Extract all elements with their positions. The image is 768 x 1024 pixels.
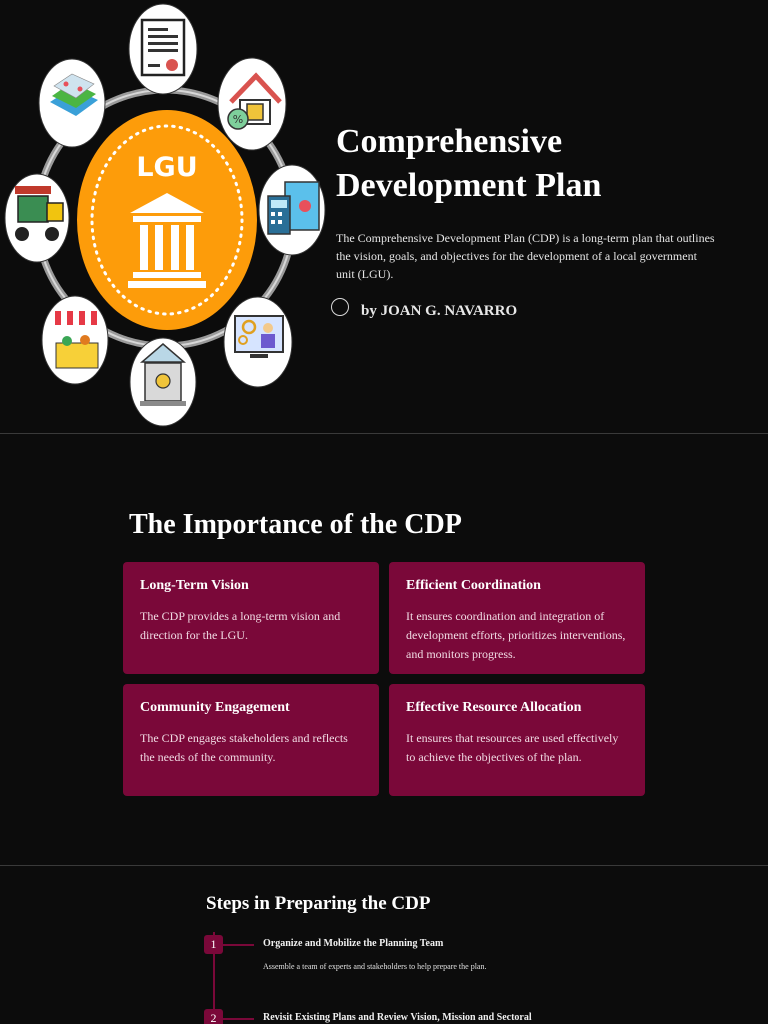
step-description: Assemble a team of experts and stakeholders to help prepare the plan. xyxy=(263,962,487,971)
card-title: Effective Resource Allocation xyxy=(406,700,582,715)
step-connector xyxy=(223,944,254,946)
steps-slide xyxy=(0,865,768,1024)
calculator-icon xyxy=(259,165,325,255)
document-icon xyxy=(129,4,197,94)
card-effective-resource-allocation xyxy=(389,684,645,796)
importance-slide xyxy=(0,433,768,865)
author-name: by JOAN G. NAVARRO xyxy=(361,303,518,319)
title-slide xyxy=(0,0,768,433)
house-icon xyxy=(218,58,286,150)
steps-heading: Steps in Preparing the CDP xyxy=(206,893,431,914)
step-title: Organize and Mobilize the Planning Team xyxy=(263,938,444,949)
map-icon xyxy=(39,59,105,147)
step-title: Revisit Existing Plans and Review Vision, Mission and Sectoral xyxy=(263,1012,532,1023)
title-line-1: Comprehensive xyxy=(336,123,563,160)
lgu-badge xyxy=(77,110,257,330)
card-text: It ensures coordination and integration of development efforts, prioritizes interventions, and monitors progress. xyxy=(406,609,626,661)
card-title: Community Engagement xyxy=(140,700,290,715)
author-row xyxy=(331,293,517,320)
presentation-description: The Comprehensive Development Plan (CDP) is a long-term plan that outlines the vision, goals, and objectives for the development of a local government unit (LGU). xyxy=(336,231,715,281)
author-avatar xyxy=(331,298,349,316)
step-number: 1 xyxy=(204,935,223,954)
lgu-illustration xyxy=(0,0,330,433)
step-connector xyxy=(223,1018,254,1020)
step-number: 2 xyxy=(204,1009,223,1024)
title-line-2: Development Plan xyxy=(336,167,602,204)
importance-heading: The Importance of the CDP xyxy=(129,509,462,540)
presentation-title xyxy=(336,120,736,208)
tricycle-icon xyxy=(5,174,69,262)
card-title: Long-Term Vision xyxy=(140,578,249,593)
market-stall-icon xyxy=(42,296,108,384)
card-community-engagement xyxy=(123,684,379,796)
badge-label: LGU xyxy=(136,152,198,183)
card-long-term-vision xyxy=(123,562,379,674)
svg-text:%: % xyxy=(232,113,244,126)
card-text: The CDP engages stakeholders and reflects the needs of the community. xyxy=(140,731,348,764)
card-text: The CDP provides a long-term vision and direction for the LGU. xyxy=(140,609,341,642)
computer-icon xyxy=(224,297,292,387)
card-title: Efficient Coordination xyxy=(406,578,541,593)
building-icon xyxy=(130,338,196,426)
card-efficient-coordination xyxy=(389,562,645,674)
card-text: It ensures that resources are used effectively to achieve the objectives of the plan. xyxy=(406,731,619,764)
